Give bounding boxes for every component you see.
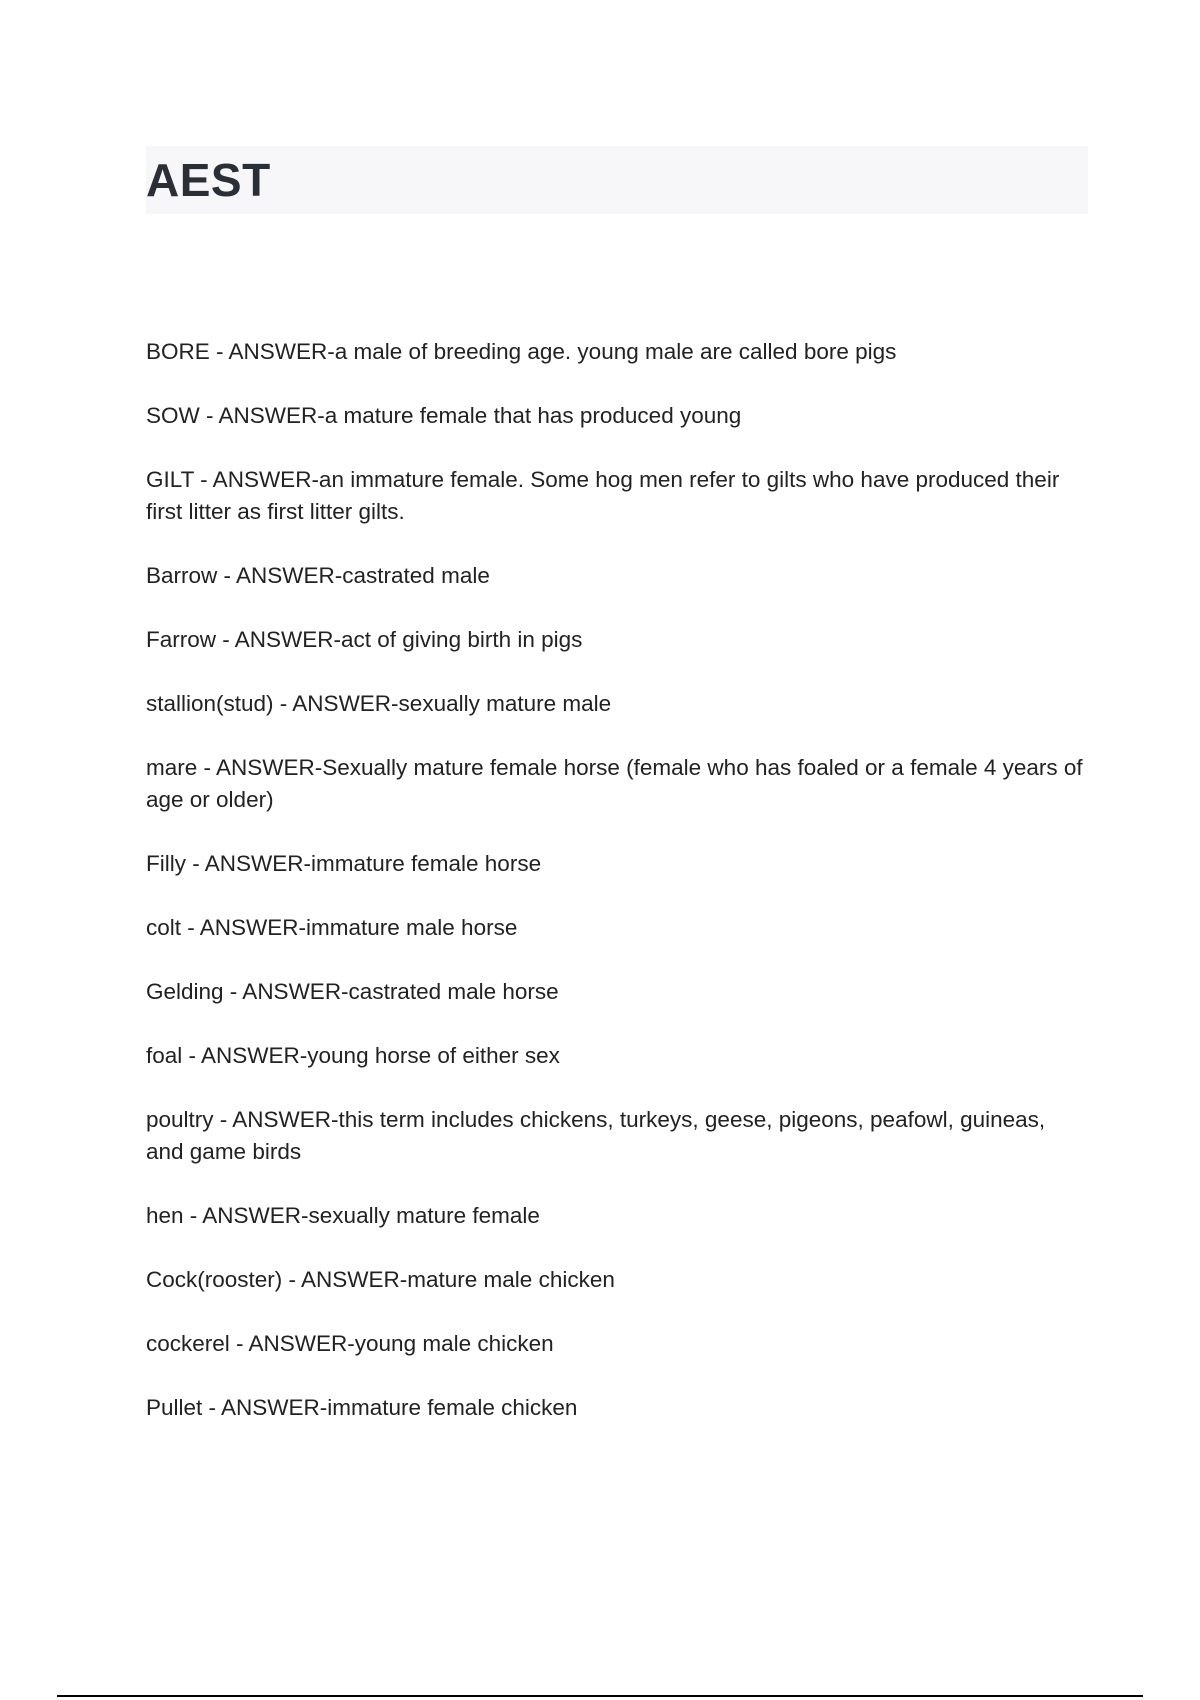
entry-filly: Filly - ANSWER-immature female horse: [146, 851, 542, 876]
entry-sow: SOW - ANSWER-a mature female that has produced young: [146, 403, 742, 428]
entry-farrow: Farrow - ANSWER-act of giving birth in pigs: [146, 627, 583, 652]
entry-barrow: Barrow - ANSWER-castrated male: [146, 563, 490, 588]
entry-cockerel: cockerel - ANSWER-young male chicken: [146, 1331, 554, 1356]
entry-stallion: stallion(stud) - ANSWER-sexually mature male: [146, 691, 612, 716]
page-title: AEST: [146, 154, 271, 206]
entry-bore: BORE - ANSWER-a male of breeding age. young male are called bore pigs: [146, 339, 897, 364]
entry-cock: Cock(rooster) - ANSWER-mature male chicken: [146, 1267, 615, 1292]
title-block: [146, 146, 1088, 214]
entry-foal: foal - ANSWER-young horse of either sex: [146, 1043, 560, 1068]
footer-divider: [57, 1695, 1143, 1697]
entry-colt: colt - ANSWER-immature male horse: [146, 915, 518, 940]
entry-pullet: Pullet - ANSWER-immature female chicken: [146, 1395, 578, 1420]
entry-list: [146, 336, 1086, 1456]
entry-hen: hen - ANSWER-sexually mature female: [146, 1203, 540, 1228]
entry-gelding: Gelding - ANSWER-castrated male horse: [146, 979, 559, 1004]
entry-gilt: GILT - ANSWER-an immature female. Some hog men refer to gilts who have produced their first litter as first litter gilts.: [146, 467, 1060, 524]
entry-mare: mare - ANSWER-Sexually mature female horse (female who has foaled or a female 4 years of age or older): [146, 755, 1083, 812]
entry-poultry: poultry - ANSWER-this term includes chickens, turkeys, geese, pigeons, peafowl, guineas, and game birds: [146, 1107, 1046, 1164]
